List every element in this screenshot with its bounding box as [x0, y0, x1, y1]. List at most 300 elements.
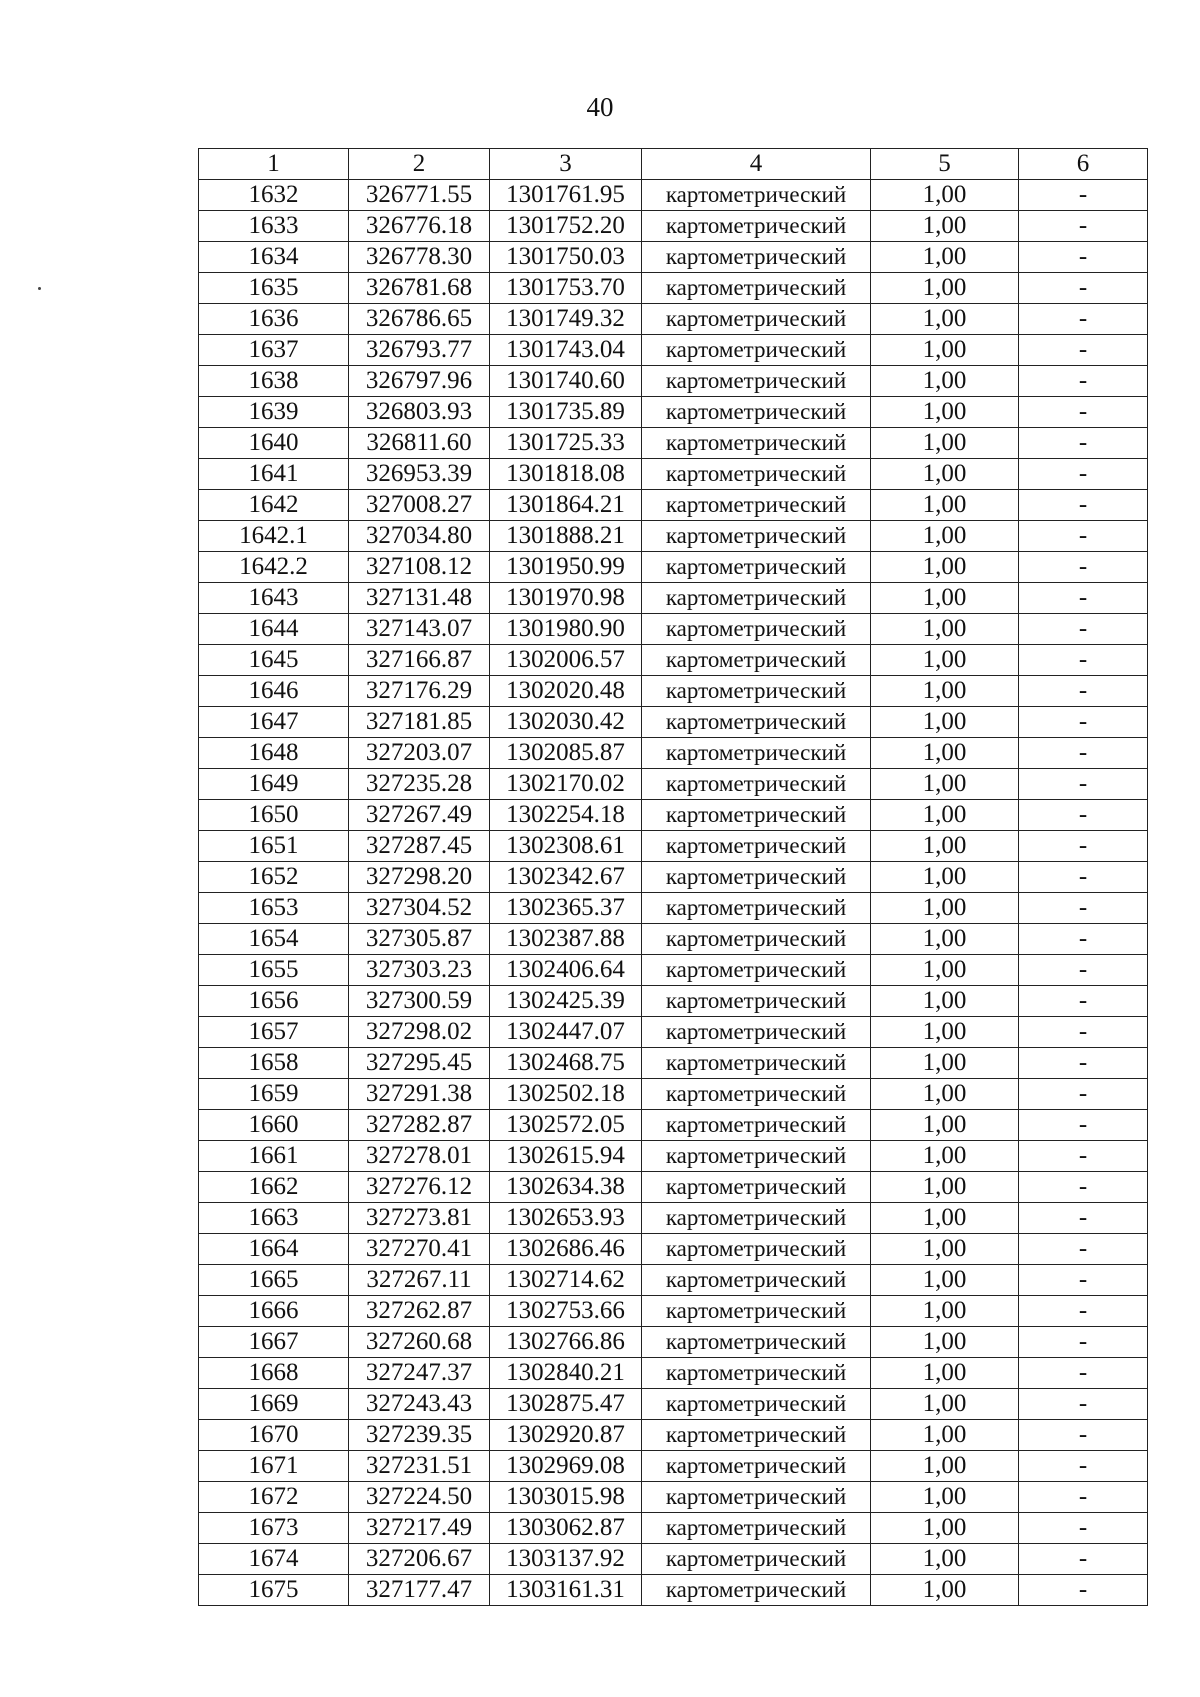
method-cell: картометрический [642, 552, 871, 583]
table-row [199, 1079, 1148, 1110]
description-cell: - [1019, 1358, 1148, 1389]
description-cell: - [1019, 1079, 1148, 1110]
table-row [199, 1234, 1148, 1265]
x-coordinate-cell: 327166.87 [349, 645, 490, 676]
method-cell: картометрический [642, 180, 871, 211]
point-number-cell: 1658 [199, 1048, 349, 1079]
table-row [199, 831, 1148, 862]
y-coordinate-cell: 1302920.87 [490, 1420, 642, 1451]
accuracy-cell: 1,00 [871, 397, 1019, 428]
table-row [199, 707, 1148, 738]
x-coordinate-cell: 327203.07 [349, 738, 490, 769]
y-coordinate-cell: 1303137.92 [490, 1544, 642, 1575]
method-cell: картометрический [642, 1482, 871, 1513]
x-coordinate-cell: 326781.68 [349, 273, 490, 304]
description-cell: - [1019, 1110, 1148, 1141]
table-header-row [199, 149, 1148, 180]
y-coordinate-cell: 1301725.33 [490, 428, 642, 459]
table-row [199, 1172, 1148, 1203]
y-coordinate-cell: 1302254.18 [490, 800, 642, 831]
y-coordinate-cell: 1301749.32 [490, 304, 642, 335]
x-coordinate-cell: 327267.11 [349, 1265, 490, 1296]
column-header-5: 5 [871, 149, 1019, 180]
y-coordinate-cell: 1301753.70 [490, 273, 642, 304]
point-number-cell: 1639 [199, 397, 349, 428]
table-row [199, 1203, 1148, 1234]
y-coordinate-cell: 1303062.87 [490, 1513, 642, 1544]
accuracy-cell: 1,00 [871, 645, 1019, 676]
method-cell: картометрический [642, 583, 871, 614]
table-row [199, 583, 1148, 614]
x-coordinate-cell: 327273.81 [349, 1203, 490, 1234]
description-cell: - [1019, 1265, 1148, 1296]
point-number-cell: 1665 [199, 1265, 349, 1296]
point-number-cell: 1634 [199, 242, 349, 273]
method-cell: картометрический [642, 490, 871, 521]
description-cell: - [1019, 862, 1148, 893]
x-coordinate-cell: 327303.23 [349, 955, 490, 986]
method-cell: картометрический [642, 738, 871, 769]
table-row [199, 1389, 1148, 1420]
description-cell: - [1019, 242, 1148, 273]
x-coordinate-cell: 327305.87 [349, 924, 490, 955]
point-number-cell: 1647 [199, 707, 349, 738]
method-cell: картометрический [642, 676, 871, 707]
x-coordinate-cell: 326953.39 [349, 459, 490, 490]
accuracy-cell: 1,00 [871, 1141, 1019, 1172]
point-number-cell: 1641 [199, 459, 349, 490]
method-cell: картометрический [642, 769, 871, 800]
method-cell: картометрический [642, 1544, 871, 1575]
description-cell: - [1019, 738, 1148, 769]
method-cell: картометрический [642, 1575, 871, 1606]
table-row [199, 335, 1148, 366]
point-number-cell: 1644 [199, 614, 349, 645]
x-coordinate-cell: 327262.87 [349, 1296, 490, 1327]
accuracy-cell: 1,00 [871, 521, 1019, 552]
accuracy-cell: 1,00 [871, 180, 1019, 211]
method-cell: картометрический [642, 304, 871, 335]
y-coordinate-cell: 1302365.37 [490, 893, 642, 924]
y-coordinate-cell: 1301761.95 [490, 180, 642, 211]
accuracy-cell: 1,00 [871, 1482, 1019, 1513]
accuracy-cell: 1,00 [871, 1420, 1019, 1451]
method-cell: картометрический [642, 397, 871, 428]
y-coordinate-cell: 1302969.08 [490, 1451, 642, 1482]
method-cell: картометрический [642, 1141, 871, 1172]
scan-speck [38, 287, 41, 290]
accuracy-cell: 1,00 [871, 1327, 1019, 1358]
y-coordinate-cell: 1303161.31 [490, 1575, 642, 1606]
x-coordinate-cell: 327034.80 [349, 521, 490, 552]
x-coordinate-cell: 327282.87 [349, 1110, 490, 1141]
y-coordinate-cell: 1301743.04 [490, 335, 642, 366]
point-number-cell: 1642 [199, 490, 349, 521]
point-number-cell: 1633 [199, 211, 349, 242]
x-coordinate-cell: 327206.67 [349, 1544, 490, 1575]
description-cell: - [1019, 490, 1148, 521]
description-cell: - [1019, 397, 1148, 428]
accuracy-cell: 1,00 [871, 1017, 1019, 1048]
accuracy-cell: 1,00 [871, 428, 1019, 459]
description-cell: - [1019, 335, 1148, 366]
y-coordinate-cell: 1302634.38 [490, 1172, 642, 1203]
accuracy-cell: 1,00 [871, 986, 1019, 1017]
table-row [199, 769, 1148, 800]
y-coordinate-cell: 1302425.39 [490, 986, 642, 1017]
accuracy-cell: 1,00 [871, 1575, 1019, 1606]
method-cell: картометрический [642, 614, 871, 645]
table-row [199, 986, 1148, 1017]
x-coordinate-cell: 326786.65 [349, 304, 490, 335]
point-number-cell: 1649 [199, 769, 349, 800]
y-coordinate-cell: 1302653.93 [490, 1203, 642, 1234]
description-cell: - [1019, 614, 1148, 645]
description-cell: - [1019, 1389, 1148, 1420]
point-number-cell: 1636 [199, 304, 349, 335]
method-cell: картометрический [642, 1203, 871, 1234]
y-coordinate-cell: 1303015.98 [490, 1482, 642, 1513]
accuracy-cell: 1,00 [871, 1389, 1019, 1420]
method-cell: картометрический [642, 1451, 871, 1482]
table-row [199, 428, 1148, 459]
method-cell: картометрический [642, 1513, 871, 1544]
table-row [199, 1513, 1148, 1544]
point-number-cell: 1664 [199, 1234, 349, 1265]
x-coordinate-cell: 327298.02 [349, 1017, 490, 1048]
x-coordinate-cell: 327304.52 [349, 893, 490, 924]
x-coordinate-cell: 326811.60 [349, 428, 490, 459]
y-coordinate-cell: 1302006.57 [490, 645, 642, 676]
x-coordinate-cell: 327270.41 [349, 1234, 490, 1265]
point-number-cell: 1646 [199, 676, 349, 707]
table-row [199, 1420, 1148, 1451]
accuracy-cell: 1,00 [871, 707, 1019, 738]
accuracy-cell: 1,00 [871, 862, 1019, 893]
table-row [199, 1327, 1148, 1358]
accuracy-cell: 1,00 [871, 955, 1019, 986]
point-number-cell: 1642.2 [199, 552, 349, 583]
accuracy-cell: 1,00 [871, 1048, 1019, 1079]
description-cell: - [1019, 552, 1148, 583]
method-cell: картометрический [642, 1358, 871, 1389]
y-coordinate-cell: 1302406.64 [490, 955, 642, 986]
method-cell: картометрический [642, 800, 871, 831]
method-cell: картометрический [642, 428, 871, 459]
x-coordinate-cell: 326797.96 [349, 366, 490, 397]
description-cell: - [1019, 769, 1148, 800]
x-coordinate-cell: 327276.12 [349, 1172, 490, 1203]
description-cell: - [1019, 1203, 1148, 1234]
description-cell: - [1019, 1234, 1148, 1265]
y-coordinate-cell: 1302030.42 [490, 707, 642, 738]
column-header-4: 4 [642, 149, 871, 180]
table-row [199, 459, 1148, 490]
x-coordinate-cell: 327239.35 [349, 1420, 490, 1451]
method-cell: картометрический [642, 1079, 871, 1110]
y-coordinate-cell: 1302020.48 [490, 676, 642, 707]
table-row [199, 893, 1148, 924]
x-coordinate-cell: 327235.28 [349, 769, 490, 800]
method-cell: картометрический [642, 986, 871, 1017]
point-number-cell: 1650 [199, 800, 349, 831]
description-cell: - [1019, 1017, 1148, 1048]
method-cell: картометрический [642, 459, 871, 490]
method-cell: картометрический [642, 1234, 871, 1265]
table-row [199, 1451, 1148, 1482]
table-row [199, 862, 1148, 893]
description-cell: - [1019, 1048, 1148, 1079]
y-coordinate-cell: 1301950.99 [490, 552, 642, 583]
x-coordinate-cell: 327267.49 [349, 800, 490, 831]
table-row [199, 490, 1148, 521]
point-number-cell: 1667 [199, 1327, 349, 1358]
description-cell: - [1019, 1327, 1148, 1358]
column-header-3: 3 [490, 149, 642, 180]
method-cell: картометрический [642, 707, 871, 738]
method-cell: картометрический [642, 521, 871, 552]
method-cell: картометрический [642, 1017, 871, 1048]
y-coordinate-cell: 1301970.98 [490, 583, 642, 614]
table-row [199, 366, 1148, 397]
table-row [199, 552, 1148, 583]
table-row [199, 521, 1148, 552]
y-coordinate-cell: 1302468.75 [490, 1048, 642, 1079]
x-coordinate-cell: 327181.85 [349, 707, 490, 738]
method-cell: картометрический [642, 1172, 871, 1203]
method-cell: картометрический [642, 211, 871, 242]
x-coordinate-cell: 327287.45 [349, 831, 490, 862]
accuracy-cell: 1,00 [871, 1513, 1019, 1544]
accuracy-cell: 1,00 [871, 366, 1019, 397]
method-cell: картометрический [642, 1048, 871, 1079]
method-cell: картометрический [642, 335, 871, 366]
x-coordinate-cell: 327298.20 [349, 862, 490, 893]
x-coordinate-cell: 327260.68 [349, 1327, 490, 1358]
description-cell: - [1019, 1544, 1148, 1575]
point-number-cell: 1642.1 [199, 521, 349, 552]
x-coordinate-cell: 327295.45 [349, 1048, 490, 1079]
accuracy-cell: 1,00 [871, 800, 1019, 831]
description-cell: - [1019, 366, 1148, 397]
table-row [199, 800, 1148, 831]
y-coordinate-cell: 1301750.03 [490, 242, 642, 273]
point-number-cell: 1662 [199, 1172, 349, 1203]
point-number-cell: 1640 [199, 428, 349, 459]
x-coordinate-cell: 327247.37 [349, 1358, 490, 1389]
method-cell: картометрический [642, 924, 871, 955]
x-coordinate-cell: 326771.55 [349, 180, 490, 211]
method-cell: картометрический [642, 273, 871, 304]
point-number-cell: 1632 [199, 180, 349, 211]
method-cell: картометрический [642, 366, 871, 397]
accuracy-cell: 1,00 [871, 1296, 1019, 1327]
y-coordinate-cell: 1302572.05 [490, 1110, 642, 1141]
table-row [199, 1544, 1148, 1575]
accuracy-cell: 1,00 [871, 490, 1019, 521]
description-cell: - [1019, 1513, 1148, 1544]
x-coordinate-cell: 327131.48 [349, 583, 490, 614]
y-coordinate-cell: 1301740.60 [490, 366, 642, 397]
table-row [199, 1265, 1148, 1296]
description-cell: - [1019, 924, 1148, 955]
table-row [199, 676, 1148, 707]
y-coordinate-cell: 1302308.61 [490, 831, 642, 862]
x-coordinate-cell: 327291.38 [349, 1079, 490, 1110]
description-cell: - [1019, 1420, 1148, 1451]
accuracy-cell: 1,00 [871, 1079, 1019, 1110]
x-coordinate-cell: 327300.59 [349, 986, 490, 1017]
y-coordinate-cell: 1302875.47 [490, 1389, 642, 1420]
description-cell: - [1019, 180, 1148, 211]
method-cell: картометрический [642, 1327, 871, 1358]
y-coordinate-cell: 1301735.89 [490, 397, 642, 428]
accuracy-cell: 1,00 [871, 1358, 1019, 1389]
table-row [199, 273, 1148, 304]
table-row [199, 211, 1148, 242]
y-coordinate-cell: 1302085.87 [490, 738, 642, 769]
description-cell: - [1019, 1296, 1148, 1327]
accuracy-cell: 1,00 [871, 242, 1019, 273]
point-number-cell: 1660 [199, 1110, 349, 1141]
description-cell: - [1019, 1482, 1148, 1513]
table-row [199, 1048, 1148, 1079]
point-number-cell: 1656 [199, 986, 349, 1017]
point-number-cell: 1643 [199, 583, 349, 614]
y-coordinate-cell: 1302342.67 [490, 862, 642, 893]
description-cell: - [1019, 676, 1148, 707]
description-cell: - [1019, 986, 1148, 1017]
table-row [199, 1141, 1148, 1172]
table-row [199, 1358, 1148, 1389]
x-coordinate-cell: 327176.29 [349, 676, 490, 707]
accuracy-cell: 1,00 [871, 1203, 1019, 1234]
x-coordinate-cell: 327243.43 [349, 1389, 490, 1420]
description-cell: - [1019, 800, 1148, 831]
method-cell: картометрический [642, 893, 871, 924]
point-number-cell: 1672 [199, 1482, 349, 1513]
point-number-cell: 1635 [199, 273, 349, 304]
x-coordinate-cell: 326793.77 [349, 335, 490, 366]
description-cell: - [1019, 707, 1148, 738]
table-row [199, 242, 1148, 273]
table-row [199, 955, 1148, 986]
table-row [199, 738, 1148, 769]
table-row [199, 645, 1148, 676]
point-number-cell: 1674 [199, 1544, 349, 1575]
method-cell: картометрический [642, 1296, 871, 1327]
column-header-2: 2 [349, 149, 490, 180]
point-number-cell: 1669 [199, 1389, 349, 1420]
table-row [199, 614, 1148, 645]
x-coordinate-cell: 327278.01 [349, 1141, 490, 1172]
method-cell: картометрический [642, 862, 871, 893]
point-number-cell: 1655 [199, 955, 349, 986]
accuracy-cell: 1,00 [871, 273, 1019, 304]
table-body [199, 180, 1148, 1606]
y-coordinate-cell: 1302840.21 [490, 1358, 642, 1389]
point-number-cell: 1675 [199, 1575, 349, 1606]
y-coordinate-cell: 1302387.88 [490, 924, 642, 955]
method-cell: картометрический [642, 1389, 871, 1420]
y-coordinate-cell: 1302753.66 [490, 1296, 642, 1327]
description-cell: - [1019, 1141, 1148, 1172]
table-row [199, 304, 1148, 335]
method-cell: картометрический [642, 1110, 871, 1141]
point-number-cell: 1637 [199, 335, 349, 366]
point-number-cell: 1645 [199, 645, 349, 676]
point-number-cell: 1652 [199, 862, 349, 893]
accuracy-cell: 1,00 [871, 614, 1019, 645]
description-cell: - [1019, 583, 1148, 614]
description-cell: - [1019, 459, 1148, 490]
y-coordinate-cell: 1302766.86 [490, 1327, 642, 1358]
x-coordinate-cell: 327217.49 [349, 1513, 490, 1544]
point-number-cell: 1671 [199, 1451, 349, 1482]
method-cell: картометрический [642, 645, 871, 676]
table-row [199, 1017, 1148, 1048]
method-cell: картометрический [642, 955, 871, 986]
point-number-cell: 1654 [199, 924, 349, 955]
y-coordinate-cell: 1301888.21 [490, 521, 642, 552]
description-cell: - [1019, 273, 1148, 304]
y-coordinate-cell: 1301752.20 [490, 211, 642, 242]
point-number-cell: 1670 [199, 1420, 349, 1451]
description-cell: - [1019, 1451, 1148, 1482]
page-number: 40 [586, 92, 614, 122]
accuracy-cell: 1,00 [871, 583, 1019, 614]
y-coordinate-cell: 1302502.18 [490, 1079, 642, 1110]
accuracy-cell: 1,00 [871, 552, 1019, 583]
accuracy-cell: 1,00 [871, 1234, 1019, 1265]
x-coordinate-cell: 326778.30 [349, 242, 490, 273]
point-number-cell: 1657 [199, 1017, 349, 1048]
x-coordinate-cell: 327231.51 [349, 1451, 490, 1482]
accuracy-cell: 1,00 [871, 831, 1019, 862]
description-cell: - [1019, 304, 1148, 335]
table-row [199, 1296, 1148, 1327]
accuracy-cell: 1,00 [871, 1110, 1019, 1141]
x-coordinate-cell: 327224.50 [349, 1482, 490, 1513]
x-coordinate-cell: 327108.12 [349, 552, 490, 583]
x-coordinate-cell: 327143.07 [349, 614, 490, 645]
method-cell: картометрический [642, 1420, 871, 1451]
column-header-6: 6 [1019, 149, 1148, 180]
point-number-cell: 1653 [199, 893, 349, 924]
accuracy-cell: 1,00 [871, 893, 1019, 924]
point-number-cell: 1673 [199, 1513, 349, 1544]
coordinates-table [198, 148, 1148, 1606]
description-cell: - [1019, 645, 1148, 676]
table-row [199, 180, 1148, 211]
description-cell: - [1019, 893, 1148, 924]
description-cell: - [1019, 955, 1148, 986]
y-coordinate-cell: 1302447.07 [490, 1017, 642, 1048]
table-row [199, 924, 1148, 955]
y-coordinate-cell: 1302714.62 [490, 1265, 642, 1296]
point-number-cell: 1661 [199, 1141, 349, 1172]
accuracy-cell: 1,00 [871, 459, 1019, 490]
y-coordinate-cell: 1301980.90 [490, 614, 642, 645]
table-row [199, 1575, 1148, 1606]
accuracy-cell: 1,00 [871, 335, 1019, 366]
y-coordinate-cell: 1302615.94 [490, 1141, 642, 1172]
accuracy-cell: 1,00 [871, 1544, 1019, 1575]
table-row [199, 397, 1148, 428]
accuracy-cell: 1,00 [871, 304, 1019, 335]
y-coordinate-cell: 1301864.21 [490, 490, 642, 521]
x-coordinate-cell: 326776.18 [349, 211, 490, 242]
